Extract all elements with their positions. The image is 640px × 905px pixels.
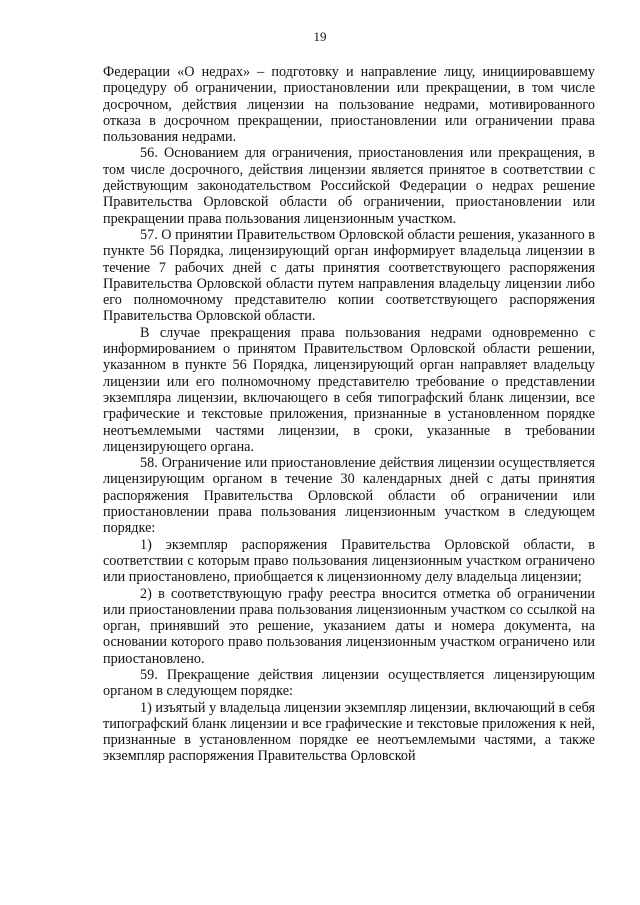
paragraph-item-56: 56. Основанием для ограничения, приостановления или прекращения, в том числе досрочного, действия лицензии является принятое в соответствии с действующим законодательством Российской Федерации о недрах решение Правительства Орловской области об ограничении, приостановлении или прекращении права пользования лицензионным участком. — [103, 145, 595, 227]
paragraph-item-58: 58. Ограничение или приостановление действия лицензии осуществляется лицензирующим органом в течение 30 календарных дней с даты принятия распоряжения Правительства Орловской области об ограничении или приостановлении права пользования лицензионным участком в следующем порядке: — [103, 455, 595, 537]
paragraph-item-57: 57. О принятии Правительством Орловской области решения, указанного в пункте 56 Порядка, лицензирующий орган информирует владельца лицензии в течение 7 рабочих дней с даты принятия соответствующего распоряжения Правительства Орловской области путем направления владельцу лицензии либо его полномочному представителю копии соответствующего распоряжения Правительства Орловской области. — [103, 226, 595, 325]
document-body — [103, 64, 595, 765]
paragraph-item-59: 59. Прекращение действия лицензии осуществляется лицензирующим органом в следующем порядке: — [103, 666, 595, 700]
page-number: 19 — [313, 29, 327, 44]
paragraph-item-59-sub-1: 1) изъятый у владельца лицензии экземпляр лицензии, включающий в себя типографский бланк лицензии и все графические и текстовые приложения к ней, признанные в установленном порядке ее неотъемлемыми частями, а также экземпляр распоряжения Правительства Орловской — [103, 699, 595, 765]
paragraph-item-58-sub-1: 1) экземпляр распоряжения Правительства Орловской области, в соответствии с которым право пользования лицензионным участком ограничено или приостановлено, приобщается к лицензионному делу владельца лицензии; — [103, 536, 595, 586]
paragraph-termination-case: В случае прекращения права пользования недрами одновременно с информированием о принятом Правительством Орловской области решении, указанном в пункте 56 Порядка, лицензирующий орган направляет владельцу лицензии или его полномочному представителю требование о представлении экземпляра лицензии, включающего в себя типографский бланк лицензии, все графические и текстовые приложения, признанные в установленном порядке неотъемлемыми частями лицензии, в сроки, указанные в требовании лицензирующего органа. — [103, 324, 595, 455]
paragraph-continuation: Федерации «О недрах» – подготовку и направление лицу, инициировавшему процедуру об ограничении, приостановлении или прекращении, в том числе досрочном, действия лицензии на пользование недрами, мотивированного отказа в досрочном прекращении, приостановлении или ограничении права пользования недрами. — [103, 64, 595, 146]
paragraph-item-58-sub-2: 2) в соответствующую графу реестра вносится отметка об ограничении или приостановлении права пользования лицензионным участком со ссылкой на орган, принявший это решение, указанием даты и номера документа, на основании которого право пользования лицензионным участком ограничено или приостановлено. — [103, 585, 595, 667]
